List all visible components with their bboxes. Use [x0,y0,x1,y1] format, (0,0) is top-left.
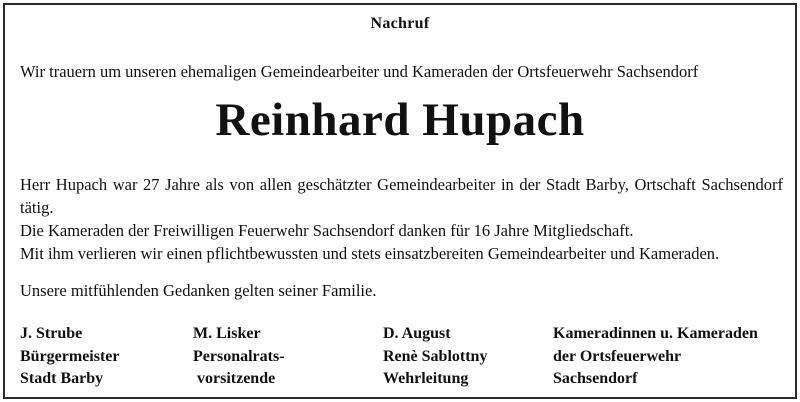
signature-group: Kameradinnen u. Kameraden [553,325,758,342]
signature-fire-command [383,323,487,391]
paragraph-service: Herr Hupach war 27 Jahre als von allen geschätzter Gemeindearbeiter in der Stadt Barby, Ortschaft Sachsendorf tätig. [20,175,783,217]
signature-role: Wehrleitung [383,370,469,387]
signature-name-2: Renè Sablottny [383,347,488,365]
notice-heading: Nachruf [370,15,430,32]
intro-text: Wir trauern um unseren ehemaligen Gemeindearbeiter und Kameraden der Ortsfeuerwehr Sachsendorf [20,62,699,81]
signature-name: J. Strube [20,325,83,342]
signature-staff-council [193,323,285,391]
signature-org: Stadt Barby [20,370,104,387]
signature-role: Personalrats- [193,347,285,365]
signature-name: M. Lisker [193,325,261,342]
signature-org: Sachsendorf [553,370,638,387]
paragraph-loss: Mit ihm verlieren wir einen pflichtbewussten und stets einsatzbereiten Gemeindearbeiter und Kameraden. [20,244,720,263]
closing-text: Unsere mitfühlenden Gedanken gelten seiner Familie. [20,281,377,300]
signature-comrades [553,323,758,391]
signature-org: vorsitzende [193,370,276,387]
body-text [20,173,783,265]
signature-group-2: der Ortsfeuerwehr [553,347,682,365]
signature-name: D. August [383,325,451,342]
signature-role: Bürgermeister [20,347,120,365]
paragraph-thanks: Die Kameraden der Freiwilligen Feuerwehr Sachsendorf danken für 16 Jahre Mitgliedschaft. [20,221,634,240]
deceased-name: Reinhard Hupach [215,94,585,146]
signature-mayor [20,323,120,391]
obituary-frame [3,3,797,399]
